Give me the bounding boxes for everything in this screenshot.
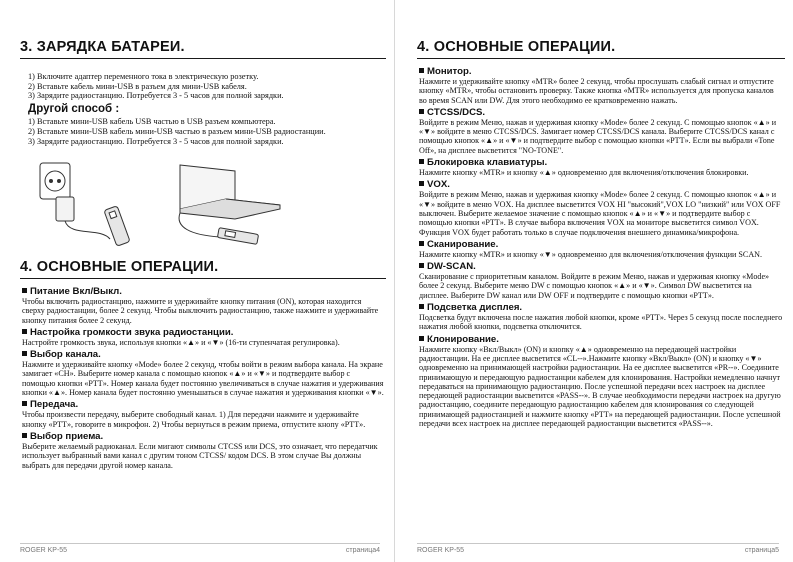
battery-steps <box>28 72 384 146</box>
op-item <box>22 349 384 397</box>
op-item <box>22 327 384 347</box>
op-item-body: Войдите в режим Меню, нажав и удерживая кнопку «Mode» более 2 секунд. С помощью кнопок «▲» и «▼» войдите в меню VOX. На дисплее высветится VOX HI "высокий",VOX LO "низкий" или VOX OFF выключен. Выберите желаемое значение с помощью кнопок «▲» и «▼» и подтвердите выбор с помощью кнопки «PTT». В случае выбора включения VOX на мониторе высветится символ VOX. Функция VOX будет работать только в случае подключения внешнего динамика/микрофона. <box>419 190 781 237</box>
op-item <box>419 66 783 105</box>
right-page <box>397 0 793 562</box>
op-item-body: Подсветка будут включена после нажатия любой кнопки, кроме «PTT». Через 5 секунд после последнего нажатия любой кнопки, подсветка отключится. <box>419 313 783 332</box>
footer-left <box>20 543 380 554</box>
op-item-title: Сканирование. <box>419 239 783 250</box>
page-number: страница4 <box>345 547 380 554</box>
charging-illustration <box>30 157 330 253</box>
left-page <box>0 0 395 562</box>
ops-title: 4. ОСНОВНЫЕ ОПЕРАЦИИ. <box>417 39 616 55</box>
op-item-title: Питание Вкл/Выкл. <box>22 286 384 297</box>
battery-alt-step: 2) Вставьте мини-USB кабель мини-USB частью в разъем мини-USB радиостанции. <box>28 126 326 136</box>
footer-right <box>417 543 779 554</box>
wall-socket-icon <box>40 163 70 199</box>
op-item <box>419 157 783 177</box>
radio-device-icon <box>217 228 258 245</box>
ops-title: 4. ОСНОВНЫЕ ОПЕРАЦИИ. <box>20 259 219 275</box>
op-item-body: Сканирование с приоритетным каналом. Войдите в режим Меню, нажав и удерживая кнопку «Mode» более 2 секунд. Выберите меню DW с помощью кнопок «▲» и «▼». Символ DW высветится на дисплее. Выберите DW канал или DW OFF и подтвердите с помощью кнопки «PTT». <box>419 272 770 300</box>
op-item-body: Нажмите кнопку «Вкл/Выкл» (ON) и кнопку «▲» одновременно на передающей настройки радиостанции. На ее дисплее высветится «CL--».Нажмите кнопку «Вкл/Выкл» (ON) и кнопку «▼» одновременно на принимающей настройки радиостанции. На ее дисплее высветится «PR--». Соедините принимающую и передающую радиостанции кабелем для клонирования. Настройки немедленно начнут передаваться на принимающую радиостанцию. После успешной передачи всех настроек на дисплее передающей радиостанции высветится «PASS--». В случае необходимости передачи настроек на другую радиостанцию, соедините передающую радиостанцию кабелем для клонирования со следующей принимающей радиостанцией и нажмите кнопку «PTT» на передающей радиостанции. После успешной передачи всех настроек на дисплее передающей радиостанции высветится «PASS--». <box>419 344 781 429</box>
footer-brand: ROGER KP-55 <box>20 547 68 554</box>
battery-alt-step: 1) Вставьте мини-USB кабель USB частью в USB разъем компьютера. <box>28 117 276 127</box>
ops-items-left <box>22 286 384 472</box>
op-item-title: Передача. <box>22 399 384 410</box>
adapter-icon <box>56 197 110 239</box>
battery-alt-step: 3) Зарядите радиостанцию. Потребуется 3 - 5 часов для полной зарядки. <box>28 136 284 146</box>
section-title-ops-left <box>20 258 386 279</box>
op-item-title: VOX. <box>419 179 783 190</box>
op-item <box>419 107 783 155</box>
page-number: страница5 <box>744 547 779 554</box>
op-item <box>22 431 384 470</box>
op-item <box>419 261 783 300</box>
op-item <box>22 286 384 325</box>
op-item-title: Монитор. <box>419 66 783 77</box>
op-item-title: Клонирование. <box>419 334 783 345</box>
op-item <box>419 302 783 332</box>
radio-icon <box>104 206 130 246</box>
op-item <box>419 179 783 236</box>
op-item-title: CTCSS/DCS. <box>419 107 783 118</box>
op-item-body: Нажмите и удерживайте кнопку «Mode» более 2 секунд, чтобы войти в режим выбора канала. На экране замигает «CH». Выберите номер канала с помощью кнопок «▲» и «▼» и подтвердите выбор с помощью кнопки «PTT». Номер канала будет постоянно увеличиваться в случае нажатия и удерживания кнопки «▲». Номер канала будет постоянно уменьшаться в случае нажатия и удерживания кнопки «▼». <box>22 360 384 398</box>
footer-brand: ROGER KP-55 <box>417 547 465 554</box>
op-item <box>22 399 384 429</box>
op-item-title: DW-SCAN. <box>419 261 783 272</box>
op-item-body: Нажмите кнопку «MTR» и кнопку «▲» одновременно для включения/отключения блокировки. <box>419 168 749 178</box>
section-title-battery <box>20 38 386 59</box>
op-item <box>419 334 783 429</box>
op-item-title: Блокировка клавиатуры. <box>419 157 783 168</box>
op-item-body: Выберите желаемый радиоканал. Если мигают символы CTCSS или DCS, это означает, что передатчик использует выбранный вами канал с другим тоном CTCSS/ кодом DCS. В этом случае Вы должны выбрать для передачи другой номер канала. <box>22 441 378 470</box>
op-item <box>419 239 783 259</box>
battery-step: 3) Зарядите радиостанцию. Потребуется 3 - 5 часов для полной зарядки. <box>28 91 284 101</box>
op-item-title: Настройка громкости звука радиостанции. <box>22 327 384 338</box>
other-way-heading: Другой способ : <box>28 102 120 115</box>
op-item-title: Выбор приема. <box>22 431 384 442</box>
op-item-title: Выбор канала. <box>22 349 384 360</box>
op-item-title: Подсветка дисплея. <box>419 302 783 313</box>
battery-step: 1) Включите адаптер переменного тока в электрическую розетку. <box>28 72 259 81</box>
op-item-body: Настройте громкость звука, используя кнопки «▲» и «▼» (16-ти ступенчатая регулировка). <box>22 337 340 347</box>
ops-items-right <box>419 66 783 430</box>
section-title-ops-right <box>417 38 785 59</box>
battery-title: 3. ЗАРЯДКА БАТАРЕИ. <box>20 39 185 55</box>
op-item-body: Нажмите и удерживайте кнопку «MTR» более 2 секунд, чтобы прослушать слабый сигнал и отпустите кнопку «MTR», чтобы остановить проверку. Также кнопка «MTR» используется для пропуска каналов во время SCAN или DW. Для этого необходимо ее кратковременно нажать. <box>419 77 774 105</box>
battery-step: 2) Вставьте кабель мини-USB в разъем для мини-USB кабеля. <box>28 81 247 91</box>
op-item-body: Войдите в режим Меню, нажав и удерживая кнопку «Mode» более 2 секунд. С помощью кнопок «▲» и «▼» войдите в меню CTCSS/DCS. Замигает номер CTCSS/DCS канала. Выберите CTCSS/DCS канал с помощью кнопок «▲» и «▼» и подтвердите выбор с помощью кнопки «PTT». Если вы выбрали «Tone Off», на дисплее высветится "NO-TONE". <box>419 117 777 155</box>
laptop-icon <box>179 165 280 237</box>
op-item-body: Чтобы включить радиостанцию, нажмите и удерживайте кнопку питания (ON), которая находится сверху радиостанции, более 2 секунд. Чтобы выключить радиостанцию, также нажмите и удерживайте кнопку питания более 2 секунд. <box>22 297 379 325</box>
op-item-body: Нажмите кнопку «MTR» и кнопку «▼» одновременно для включения/отключения функции SCAN. <box>419 249 763 259</box>
op-item-body: Чтобы произвести передачу, выберите свободный канал. 1) Для передачи нажмите и удерживайте кнопку «PTT», говорите в микрофон. 2) Чтобы вернуться в режим приема, отпустите кнопу «PTT». <box>22 410 366 429</box>
